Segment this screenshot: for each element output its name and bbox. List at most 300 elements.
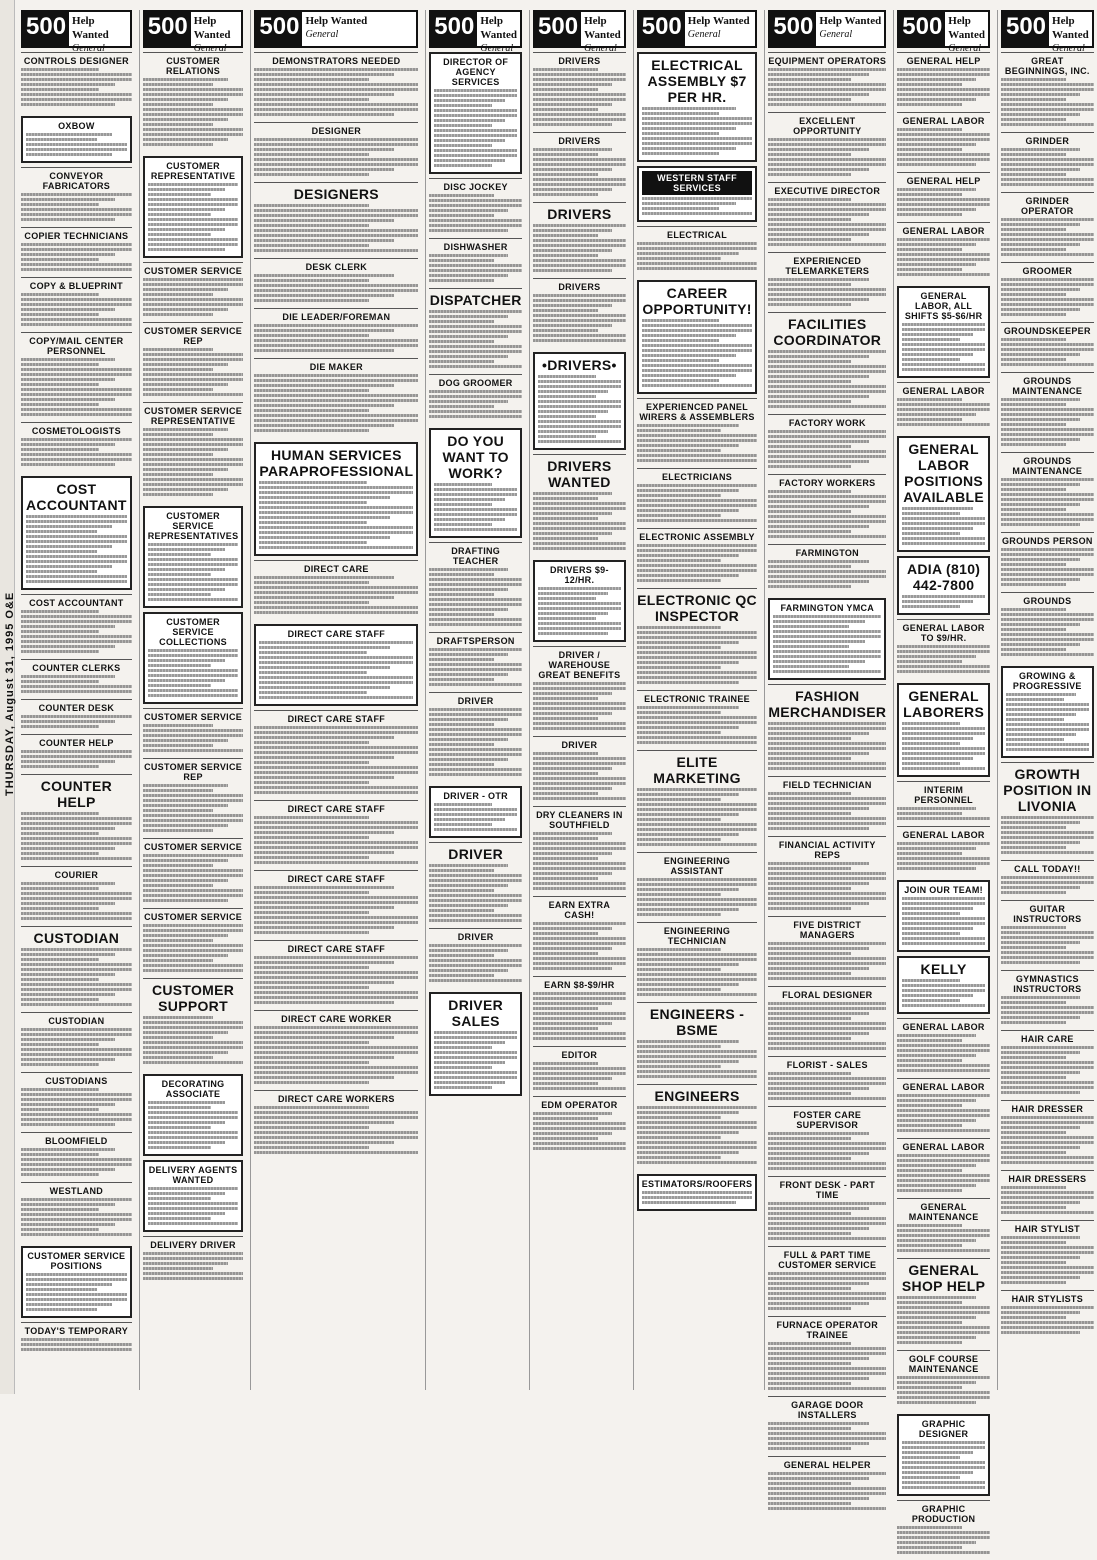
ad-body-text (143, 784, 244, 832)
text-line (533, 259, 626, 262)
text-line (21, 1003, 132, 1006)
ad-title: CUSTOMER SERVICE REP (144, 762, 243, 782)
text-line (768, 962, 886, 965)
text-line (21, 842, 132, 845)
ad-title: FURNACE OPERATOR TRAINEE (776, 1320, 879, 1340)
text-line (768, 827, 868, 830)
classified-ad (429, 542, 522, 632)
text-line (768, 942, 886, 945)
ad-body-text (429, 568, 522, 626)
ad-title: DESIGNER (311, 126, 362, 136)
text-line (637, 1111, 739, 1114)
ad-title: HAIR DRESSER (1011, 1104, 1084, 1114)
ad-title: HAIR STYLISTS (1011, 1294, 1084, 1304)
text-line (642, 379, 719, 382)
text-line (429, 753, 522, 756)
text-line (254, 1131, 418, 1134)
text-line (768, 1082, 886, 1085)
text-line (533, 1137, 598, 1140)
text-line (637, 554, 739, 557)
classified-ad (533, 1096, 626, 1156)
text-line (533, 1027, 598, 1030)
section-header (533, 10, 626, 54)
text-line (21, 1223, 115, 1226)
ad-body-text (897, 1154, 990, 1192)
text-line (897, 1326, 990, 1329)
text-line (21, 78, 132, 81)
text-line (21, 413, 132, 416)
ad-title: DRIVER (457, 696, 494, 706)
ad-body-text (254, 68, 418, 116)
classified-ad (637, 1002, 758, 1084)
text-line (21, 1103, 115, 1106)
ad-body-text (768, 350, 886, 408)
text-line (768, 395, 868, 398)
text-line (434, 1061, 504, 1064)
classified-ad (429, 374, 522, 424)
text-line (148, 1121, 225, 1124)
text-line (21, 1053, 132, 1056)
text-line (254, 334, 369, 337)
text-line (254, 173, 369, 176)
text-line (21, 1163, 132, 1166)
text-line (143, 809, 213, 812)
text-line (902, 732, 985, 735)
text-line (429, 773, 522, 776)
text-line (1001, 1261, 1066, 1264)
text-line (254, 841, 418, 844)
ad-title: GARAGE DOOR INSTALLERS (791, 1400, 864, 1420)
text-line (143, 889, 244, 892)
text-line (254, 113, 393, 116)
classified-ad (1001, 900, 1094, 970)
classified-ad (254, 358, 418, 438)
text-line (26, 1273, 127, 1276)
text-line (254, 971, 418, 974)
text-line (768, 882, 868, 885)
classified-ad (637, 1084, 758, 1170)
ad-body-text (768, 198, 886, 246)
text-line (429, 668, 522, 671)
text-line (143, 929, 244, 932)
text-line (773, 670, 881, 673)
text-line (768, 907, 851, 910)
text-line (143, 749, 244, 752)
text-line (148, 228, 225, 231)
classified-ad (21, 774, 132, 866)
ad-title: TODAY'S TEMPORARY (24, 1326, 129, 1336)
text-line (143, 118, 229, 121)
text-line (254, 1106, 369, 1109)
classified-ad (637, 1174, 758, 1211)
ad-body-text (21, 1088, 132, 1126)
text-line (533, 542, 626, 545)
ad-title: DIE MAKER (309, 362, 363, 372)
text-line (533, 497, 598, 500)
text-line (1001, 1251, 1094, 1254)
text-line (902, 328, 985, 331)
text-line (1001, 1116, 1094, 1119)
text-line (429, 405, 494, 408)
text-line (1001, 363, 1094, 366)
text-line (26, 520, 127, 523)
ad-body-text (637, 544, 758, 582)
classified-column (18, 10, 135, 1390)
text-line (897, 1234, 990, 1237)
text-line (1001, 1141, 1094, 1144)
text-line (21, 1213, 132, 1216)
ad-body-text (429, 310, 522, 368)
text-line (1001, 558, 1080, 561)
text-line (897, 857, 990, 860)
text-line (637, 833, 739, 836)
text-line (254, 761, 369, 764)
ad-body-text (897, 842, 990, 870)
text-line (259, 691, 367, 694)
text-line (254, 981, 393, 984)
text-line (148, 679, 225, 682)
text-line (637, 1106, 758, 1109)
classified-ad (897, 1018, 990, 1078)
text-line (902, 757, 972, 760)
text-line (897, 268, 962, 271)
spine-dateline: THURSDAY, August 31, 1995 O&E (4, 591, 16, 796)
text-line (143, 859, 229, 862)
text-line (143, 884, 213, 887)
text-line (533, 702, 626, 705)
text-line (1001, 1311, 1080, 1314)
text-line (637, 1070, 758, 1073)
text-line (642, 369, 753, 372)
text-line (637, 1121, 758, 1124)
text-line (1001, 488, 1066, 491)
text-line (254, 856, 369, 859)
text-line (254, 239, 393, 242)
text-line (429, 310, 522, 313)
text-line (637, 1136, 721, 1139)
text-line (21, 625, 115, 628)
text-line (637, 267, 758, 270)
classified-ad (1001, 970, 1094, 1030)
ad-title: GROWTH POSITION IN LIVONIA (1003, 766, 1092, 814)
text-line (897, 1104, 962, 1107)
text-line (637, 968, 721, 971)
ad-title: OXBOW (58, 121, 95, 131)
text-line (897, 1094, 990, 1097)
text-line (768, 1477, 868, 1480)
text-line (897, 403, 990, 406)
text-line (902, 989, 985, 992)
ad-title: DRAFTING TEACHER (451, 546, 501, 566)
text-line (538, 430, 608, 433)
classified-ad (897, 826, 990, 876)
text-line (768, 98, 851, 101)
section-label (685, 12, 756, 46)
text-line (637, 1151, 739, 1154)
text-line (1001, 1281, 1066, 1284)
text-line (768, 400, 851, 403)
text-line (897, 1296, 976, 1299)
text-line (637, 509, 739, 512)
ad-body-text (768, 1422, 886, 1450)
text-line (254, 379, 418, 382)
text-line (21, 438, 132, 441)
classified-ad (768, 1456, 886, 1516)
text-line (533, 502, 626, 505)
text-line (143, 298, 244, 301)
ad-body-text (21, 358, 132, 416)
text-line (254, 1116, 418, 1119)
ad-title: FACTORY WORK (788, 418, 866, 428)
ad-title: GUITAR INSTRUCTORS (1013, 904, 1082, 924)
text-line (533, 178, 626, 181)
text-line (429, 959, 522, 962)
text-line (768, 1007, 886, 1010)
text-line (1001, 653, 1094, 656)
text-line (642, 324, 753, 327)
text-line (254, 846, 418, 849)
text-line (637, 958, 758, 961)
text-line (254, 1081, 369, 1084)
text-line (768, 1002, 886, 1005)
text-line (902, 368, 985, 371)
text-line (897, 807, 976, 810)
text-line (21, 725, 99, 728)
text-line (1001, 163, 1094, 166)
text-line (254, 78, 369, 81)
section-label-line1: Help Wanted (72, 15, 109, 41)
text-line (21, 837, 132, 840)
text-line (533, 163, 626, 166)
text-line (533, 68, 598, 71)
classified-ad (897, 286, 990, 378)
text-line (21, 1028, 132, 1031)
text-line (637, 888, 739, 891)
text-line (533, 687, 626, 690)
text-line (1001, 1066, 1094, 1069)
text-line (21, 847, 115, 850)
ad-title: DIRECT CARE WORKERS (278, 1094, 395, 1104)
text-line (897, 1306, 990, 1309)
text-line (637, 1131, 739, 1134)
text-line (148, 1131, 239, 1134)
text-line (143, 1257, 244, 1260)
text-line (768, 1042, 886, 1045)
text-line (254, 219, 393, 222)
text-line (637, 838, 721, 841)
text-line (1001, 548, 1094, 551)
classified-ad (533, 52, 626, 132)
text-line (768, 500, 886, 503)
ad-title: CUSTOMER REPRESENTATIVE (150, 161, 236, 181)
text-line (143, 1031, 229, 1034)
classified-ad (897, 112, 990, 172)
text-line (768, 947, 868, 950)
section-label-line1: Help Wanted (193, 15, 231, 41)
text-line (1001, 218, 1094, 221)
text-line (533, 1117, 598, 1120)
text-line (148, 213, 211, 216)
text-line (1001, 638, 1094, 641)
text-line (143, 874, 244, 877)
text-line (259, 516, 390, 519)
text-line (429, 874, 522, 877)
text-line (533, 158, 626, 161)
text-line (902, 605, 960, 608)
text-line (538, 617, 596, 620)
text-line (21, 958, 99, 961)
text-line (21, 912, 132, 915)
text-line (897, 655, 976, 658)
text-line (902, 912, 960, 915)
text-line (902, 994, 972, 997)
text-line (148, 1106, 211, 1109)
text-line (1006, 713, 1076, 716)
text-line (1001, 628, 1066, 631)
text-line (1001, 1201, 1080, 1204)
text-line (533, 927, 612, 930)
text-line (254, 816, 369, 819)
ad-body-text (148, 183, 239, 251)
text-line (902, 897, 985, 900)
text-line (254, 249, 418, 252)
classified-ad (21, 699, 132, 734)
text-line (143, 1277, 244, 1280)
classified-ad (21, 1012, 132, 1072)
ad-body-text (1001, 78, 1094, 126)
text-line (1001, 568, 1094, 571)
text-line (768, 802, 886, 805)
text-line (642, 319, 719, 322)
text-line (897, 660, 962, 663)
text-line (768, 862, 868, 865)
text-line (768, 727, 886, 730)
text-line (637, 828, 758, 831)
text-line (538, 405, 621, 408)
text-line (254, 1051, 418, 1054)
text-line (768, 223, 886, 226)
text-line (143, 819, 244, 822)
text-line (768, 817, 886, 820)
ad-title: COST ACCOUNTANT (26, 481, 127, 513)
text-line (254, 138, 418, 141)
text-line (538, 420, 621, 423)
text-line (768, 1077, 886, 1080)
text-line (148, 578, 239, 581)
text-line (902, 747, 985, 750)
classified-ad (637, 922, 758, 1002)
text-line (21, 973, 115, 976)
section-number: 500 (1003, 12, 1049, 46)
text-line (143, 88, 244, 91)
text-line (902, 527, 972, 530)
text-line (768, 435, 886, 438)
text-line (254, 163, 418, 166)
text-line (637, 252, 739, 255)
ad-title: GENERAL LABOR (902, 386, 985, 396)
ad-body-text (533, 224, 626, 272)
text-line (533, 507, 626, 510)
classified-ad (1001, 860, 1094, 900)
classified-ad (21, 1182, 132, 1242)
text-line (637, 843, 758, 846)
text-line (533, 1142, 626, 1145)
text-line (1001, 1316, 1066, 1319)
text-line (259, 681, 413, 684)
classified-ad (768, 1106, 886, 1176)
text-line (902, 358, 960, 361)
text-line (533, 887, 626, 890)
text-line (143, 303, 244, 306)
text-line (21, 882, 115, 885)
text-line (429, 979, 522, 982)
classified-ad (143, 612, 244, 704)
text-line (434, 518, 504, 521)
text-line (768, 520, 886, 523)
text-line (637, 651, 758, 654)
text-line (429, 723, 494, 726)
ad-title: FARMINGTON YMCA (780, 603, 875, 613)
text-line (637, 988, 721, 991)
text-line (1001, 508, 1066, 511)
text-line (1001, 93, 1080, 96)
ad-title: ESTIMATORS/ROOFERS (641, 1179, 753, 1189)
text-line (254, 339, 418, 342)
text-line (21, 203, 99, 206)
text-line (26, 575, 127, 578)
text-line (148, 1101, 225, 1104)
text-line (637, 656, 758, 659)
text-line (1001, 583, 1066, 586)
text-line (254, 851, 393, 854)
text-line (768, 233, 868, 236)
text-line (773, 630, 881, 633)
section-label-line2: General (72, 43, 105, 54)
text-line (21, 1033, 132, 1036)
ad-title: EXPERIENCED PANEL WIRERS & ASSEMBLERS (639, 402, 755, 422)
text-line (1006, 743, 1089, 746)
classified-ad (1001, 532, 1094, 592)
text-line (143, 969, 244, 972)
text-line (254, 429, 369, 432)
ad-body-text (143, 348, 244, 396)
text-line (21, 755, 132, 758)
text-line (768, 390, 886, 393)
text-line (143, 934, 229, 937)
text-line (637, 242, 758, 245)
text-line (897, 93, 990, 96)
text-line (637, 808, 758, 811)
text-line (768, 1202, 886, 1205)
text-line (1001, 563, 1066, 566)
text-line (21, 963, 132, 966)
text-line (768, 1227, 868, 1230)
text-line (533, 103, 612, 106)
classified-ad (429, 786, 522, 838)
ad-title: ELECTRICAL (667, 230, 728, 240)
text-line (143, 363, 229, 366)
text-line (768, 575, 886, 578)
section-header (429, 10, 522, 54)
text-line (768, 867, 851, 870)
text-line (897, 1396, 990, 1399)
classified-ad (254, 624, 418, 706)
text-line (254, 591, 418, 594)
text-line (254, 916, 418, 919)
text-line (768, 1072, 851, 1075)
text-line (902, 902, 985, 905)
text-line (768, 1132, 868, 1135)
